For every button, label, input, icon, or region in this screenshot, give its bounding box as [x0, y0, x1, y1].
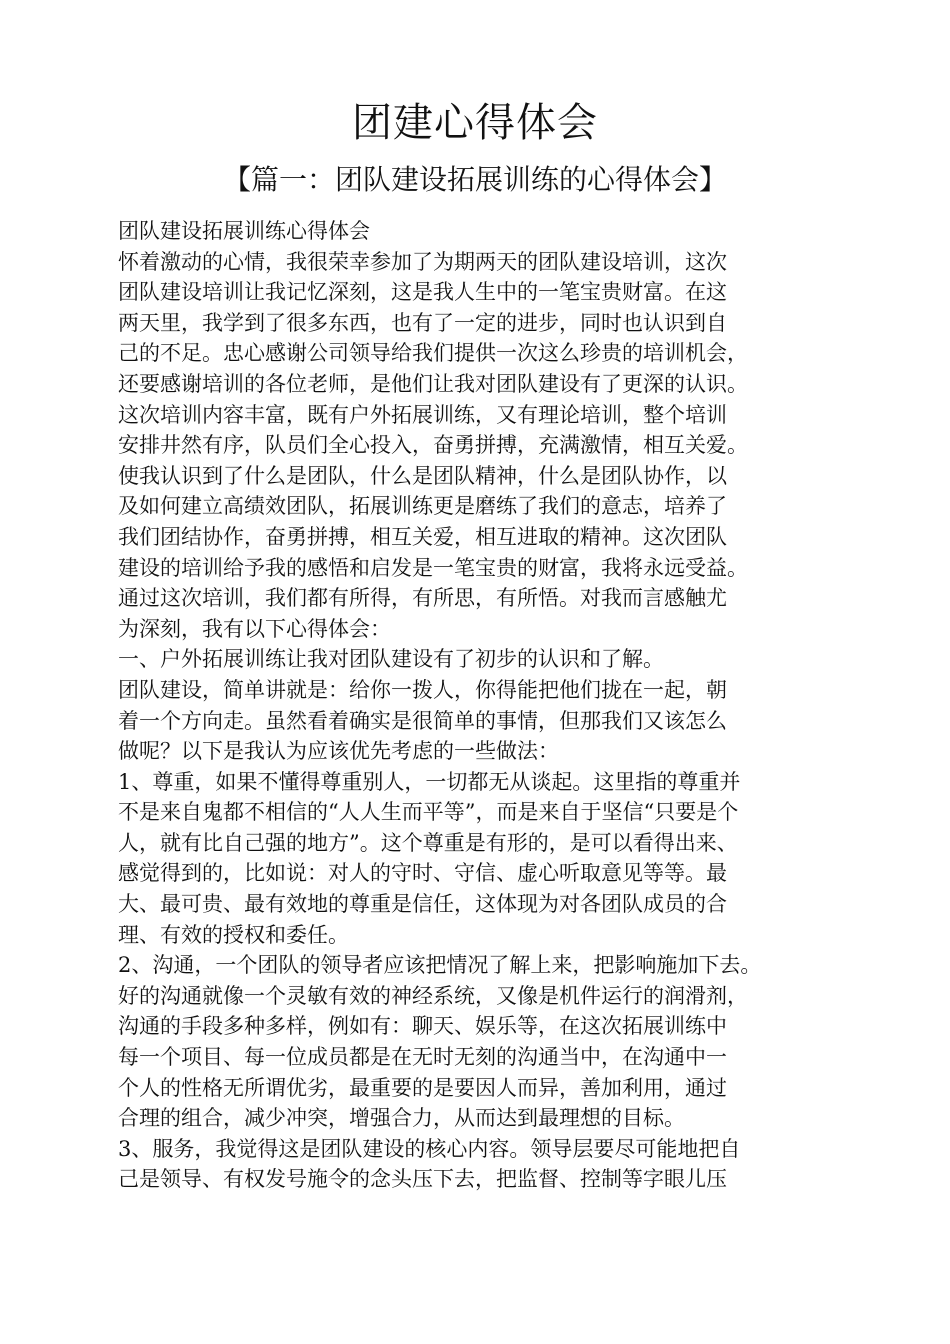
document-subtitle: 【篇一：团队建设拓展训练的心得体会】	[222, 163, 727, 196]
body-text-line: 沟通的手段多种多样，例如有：聊天、娱乐等，在这次拓展训练中	[118, 1014, 727, 1039]
body-text-line: 我们团结协作，奋勇拼搏，相互关爱，相互进取的精神。这次团队	[118, 524, 727, 549]
body-text-line: 人，就有比自己强的地方”。这个尊重是有形的，是可以看得出来、	[118, 830, 738, 855]
body-text-line: 做呢？以下是我认为应该优先考虑的一些做法：	[118, 739, 559, 764]
body-text-line: 己的不足。忠心感谢公司领导给我们提供一次这么珍贵的培训机会，	[118, 341, 748, 366]
body-text-line: 好的沟通就像一个灵敏有效的神经系统，又像是机件运行的润滑剂，	[118, 983, 748, 1008]
body-text-line: 每一个项目、每一位成员都是在无时无刻的沟通当中，在沟通中一	[118, 1045, 727, 1070]
body-text-line: 安排井然有序，队员们全心投入，奋勇拼搏，充满激情，相互关爱。	[118, 433, 748, 458]
body-text-line: 不是来自鬼都不相信的“人人生而平等”，而是来自于坚信“只要是个	[118, 800, 739, 825]
body-text-line: 还要感谢培训的各位老师，是他们让我对团队建设有了更深的认识。	[118, 371, 748, 396]
body-text-line: 合理的组合，减少冲突，增强合力，从而达到最理想的目标。	[118, 1106, 685, 1131]
body-text-line: 使我认识到了什么是团队，什么是团队精神，什么是团队协作，以	[118, 463, 727, 488]
body-text-line: 团队建设培训让我记忆深刻，这是我人生中的一笔宝贵财富。在这	[118, 280, 727, 305]
document-title: 团建心得体会	[352, 100, 598, 146]
body-text-line: 2、沟通，一个团队的领导者应该把情况了解上来，把影响施加下去。	[118, 953, 762, 978]
body-text-line: 一、户外拓展训练让我对团队建设有了初步的认识和了解。	[118, 647, 664, 672]
body-text-line: 团队建设，简单讲就是：给你一拨人，你得能把他们拢在一起，朝	[118, 677, 727, 702]
body-text-line: 着一个方向走。虽然看着确实是很简单的事情，但那我们又该怎么	[118, 708, 727, 733]
body-text-line: 理、有效的授权和委任。	[118, 922, 349, 947]
body-text-line: 团队建设拓展训练心得体会	[118, 219, 370, 243]
body-text-line: 怀着激动的心情，我很荣幸参加了为期两天的团队建设培训，这次	[118, 249, 727, 274]
body-text-line: 个人的性格无所谓优劣，最重要的是要因人而异，善加利用，通过	[118, 1075, 727, 1100]
body-text-line: 这次培训内容丰富，既有户外拓展训练，又有理论培训，整个培训	[118, 402, 727, 427]
body-text-line: 通过这次培训，我们都有所得，有所思，有所悟。对我而言感触尤	[118, 586, 727, 611]
body-text-line: 感觉得到的，比如说：对人的守时、守信、虚心听取意见等等。最	[118, 861, 727, 886]
body-text-line: 及如何建立高绩效团队，拓展训练更是磨练了我们的意志，培养了	[118, 494, 727, 519]
body-text-line: 大、最可贵、最有效地的尊重是信任，这体现为对各团队成员的合	[118, 892, 727, 917]
body-text-line: 建设的培训给予我的感悟和启发是一笔宝贵的财富，我将永远受益。	[118, 555, 748, 580]
document-body	[118, 216, 858, 1195]
body-text-line: 两天里，我学到了很多东西，也有了一定的进步，同时也认识到自	[118, 310, 727, 335]
body-text-line: 为深刻，我有以下心得体会：	[118, 616, 391, 641]
body-text-line: 1、尊重，如果不懂得尊重别人，一切都无从谈起。这里指的尊重并	[118, 769, 741, 794]
body-text-line: 己是领导、有权发号施令的念头压下去，把监督、控制等字眼儿压	[118, 1167, 727, 1192]
body-text-line: 3、服务，我觉得这是团队建设的核心内容。领导层要尽可能地把自	[118, 1136, 741, 1161]
